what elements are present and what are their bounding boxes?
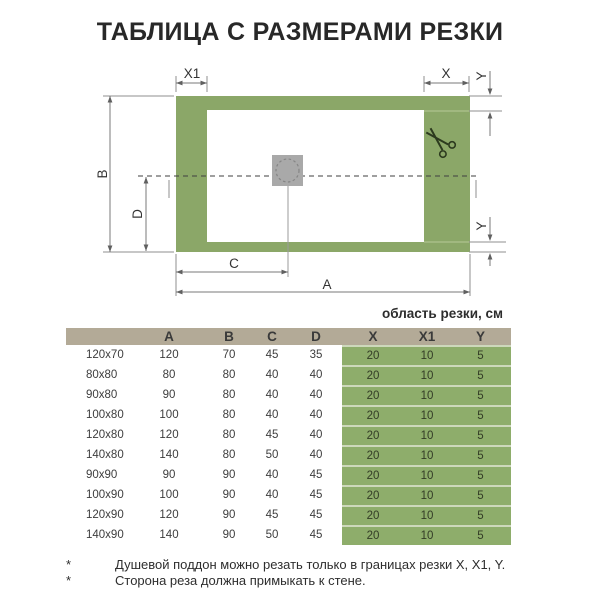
cell-c: 40 (254, 485, 290, 505)
cell-y: 5 (450, 405, 511, 425)
cell-b: 90 (204, 465, 254, 485)
table-row (66, 345, 511, 365)
footnote-line (66, 573, 546, 589)
size-label: 140x90 (66, 525, 134, 545)
dim-label-d: D (130, 209, 145, 219)
dim-label-c: C (229, 256, 239, 271)
cell-x1: 10 (404, 385, 450, 405)
cell-x1: 10 (404, 485, 450, 505)
cell-c: 40 (254, 385, 290, 405)
cell-a: 80 (134, 365, 204, 385)
cell-d: 45 (290, 465, 342, 485)
cut-sizes-table (66, 328, 511, 545)
cell-b: 80 (204, 405, 254, 425)
table-row (66, 505, 511, 525)
dim-label-y-top: Y (474, 71, 489, 81)
cell-x1: 10 (404, 465, 450, 485)
page-title: ТАБЛИЦА С РАЗМЕРАМИ РЕЗКИ (96, 18, 504, 46)
cell-a: 120 (134, 505, 204, 525)
cell-c: 50 (254, 445, 290, 465)
cell-b: 90 (204, 505, 254, 525)
cell-a: 90 (134, 465, 204, 485)
cell-x1: 10 (404, 505, 450, 525)
cell-a: 120 (134, 345, 204, 365)
footnote-text: Душевой поддон можно резать только в границах резки X, X1, Y. (115, 557, 506, 572)
footnotes (66, 557, 546, 589)
size-label: 100x90 (66, 485, 134, 505)
footnote-marker: * (66, 573, 72, 588)
header-d: D (290, 328, 342, 345)
dim-label-x1: X1 (183, 66, 201, 81)
cell-x: 20 (342, 385, 404, 405)
cell-y: 5 (450, 385, 511, 405)
cell-a: 100 (134, 485, 204, 505)
cell-a: 100 (134, 405, 204, 425)
cell-x: 20 (342, 405, 404, 425)
header-b: B (204, 328, 254, 345)
dim-label-a: A (322, 277, 332, 292)
cell-x: 20 (342, 425, 404, 445)
cell-y: 5 (450, 445, 511, 465)
cell-x: 20 (342, 505, 404, 525)
cell-x: 20 (342, 365, 404, 385)
cell-d: 45 (290, 485, 342, 505)
header-empty (66, 328, 134, 345)
table-row (66, 525, 511, 545)
size-label: 140x80 (66, 445, 134, 465)
cell-x: 20 (342, 485, 404, 505)
cell-a: 120 (134, 425, 204, 445)
dim-label-b: B (95, 169, 110, 179)
cell-d: 35 (290, 345, 342, 365)
cell-y: 5 (450, 365, 511, 385)
cell-b: 90 (204, 525, 254, 545)
cell-c: 40 (254, 365, 290, 385)
size-label: 120x90 (66, 505, 134, 525)
size-label: 120x80 (66, 425, 134, 445)
cell-a: 140 (134, 525, 204, 545)
cell-x: 20 (342, 345, 404, 365)
cell-x1: 10 (404, 405, 450, 425)
header-a: A (134, 328, 204, 345)
footnote-marker: * (66, 557, 72, 572)
cell-x1: 10 (404, 445, 450, 465)
cell-b: 80 (204, 425, 254, 445)
cell-d: 40 (290, 365, 342, 385)
cell-b: 90 (204, 485, 254, 505)
cell-x: 20 (342, 465, 404, 485)
footnote-text: Сторона реза должна примыкать к стене. (115, 573, 366, 588)
cell-y: 5 (450, 345, 511, 365)
cell-x: 20 (342, 445, 404, 465)
cell-y: 5 (450, 485, 511, 505)
cell-d: 45 (290, 525, 342, 545)
footnote-line (66, 557, 546, 573)
cell-y: 5 (450, 425, 511, 445)
header-x1: X1 (404, 328, 450, 345)
cell-b: 70 (204, 345, 254, 365)
cell-x1: 10 (404, 365, 450, 385)
header-c: C (254, 328, 290, 345)
cell-c: 45 (254, 425, 290, 445)
cut-region-caption: область резки, см (381, 306, 503, 321)
cell-c: 50 (254, 525, 290, 545)
table-row (66, 365, 511, 385)
cell-y: 5 (450, 465, 511, 485)
cell-c: 40 (254, 405, 290, 425)
cell-x: 20 (342, 525, 404, 545)
dim-label-y-bottom: Y (474, 221, 489, 231)
size-label: 90x90 (66, 465, 134, 485)
dim-label-x: X (441, 66, 451, 81)
cell-d: 45 (290, 505, 342, 525)
cell-b: 80 (204, 445, 254, 465)
header-x: X (342, 328, 404, 345)
cell-a: 140 (134, 445, 204, 465)
header-y: Y (450, 328, 511, 345)
cell-b: 80 (204, 385, 254, 405)
cell-y: 5 (450, 525, 511, 545)
table-row (66, 425, 511, 445)
size-label: 90x80 (66, 385, 134, 405)
cell-d: 40 (290, 445, 342, 465)
cell-y: 5 (450, 505, 511, 525)
cell-x1: 10 (404, 525, 450, 545)
table-header-row (66, 328, 511, 345)
size-label: 120x70 (66, 345, 134, 365)
cell-a: 90 (134, 385, 204, 405)
cell-d: 40 (290, 425, 342, 445)
cell-x1: 10 (404, 345, 450, 365)
cell-b: 80 (204, 365, 254, 385)
cell-x1: 10 (404, 425, 450, 445)
cell-c: 45 (254, 345, 290, 365)
cell-c: 40 (254, 465, 290, 485)
cell-d: 40 (290, 405, 342, 425)
table-row (66, 405, 511, 425)
size-label: 100x80 (66, 405, 134, 425)
table-row (66, 385, 511, 405)
cell-c: 45 (254, 505, 290, 525)
table-row (66, 485, 511, 505)
table-row (66, 445, 511, 465)
cell-d: 40 (290, 385, 342, 405)
size-label: 80x80 (66, 365, 134, 385)
table-row (66, 465, 511, 485)
